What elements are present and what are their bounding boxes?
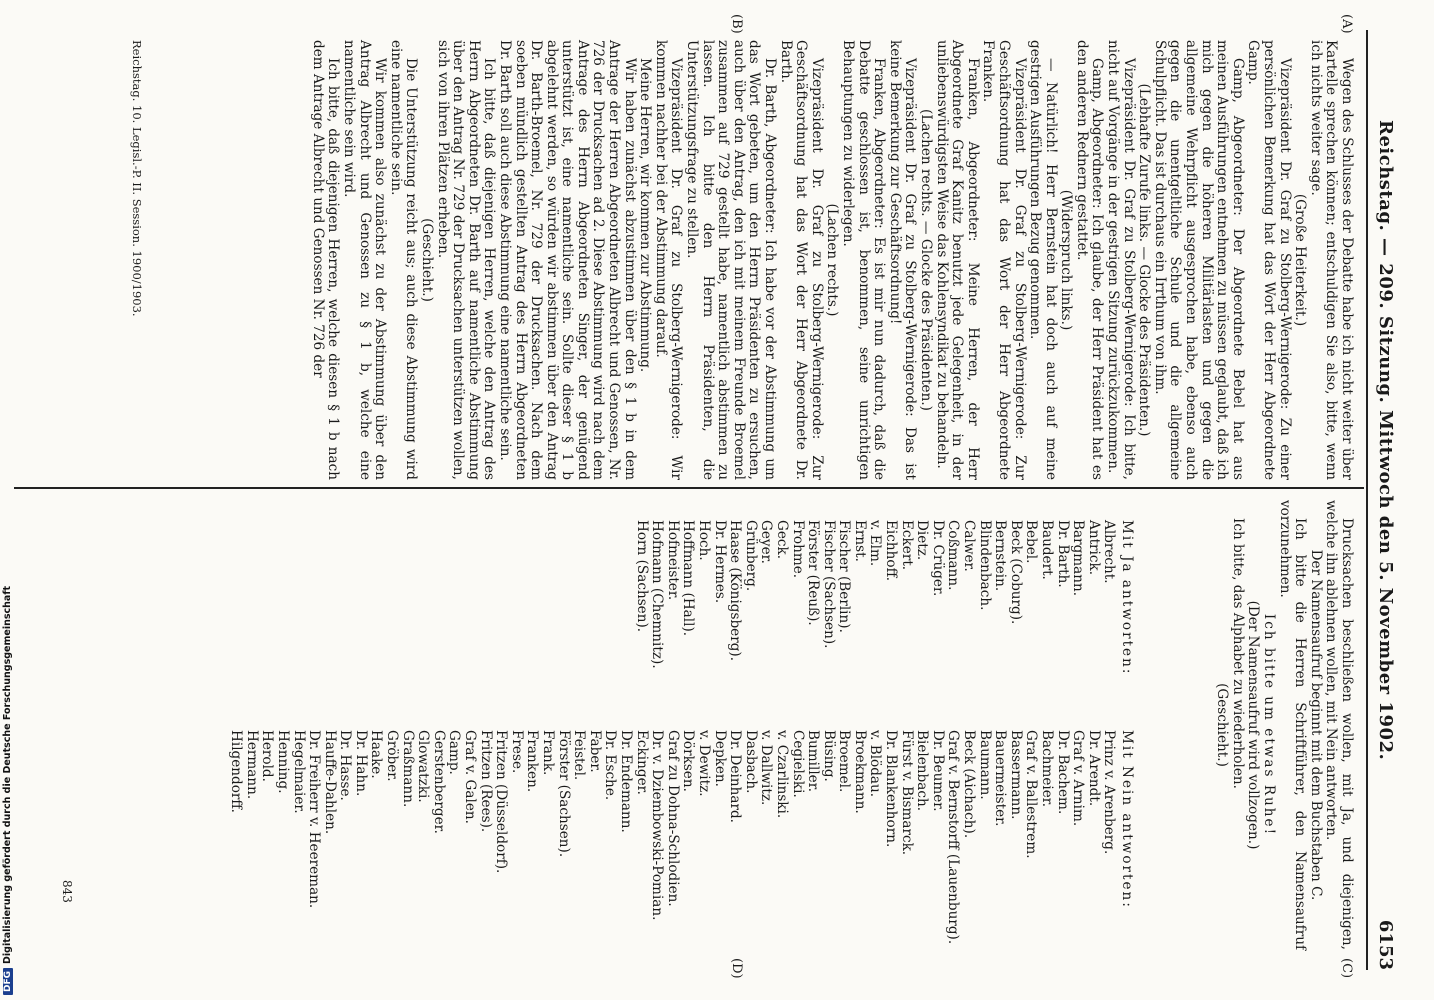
paragraph: Gamp, Abgeordneter: Ich glaube, der Herr Präsident hat es den anderen Rednern gestattet.	[1073, 40, 1106, 480]
name-entry: v. Blödau.	[867, 730, 884, 798]
page-title: Reichstag. — 209. Sitzung. Mittwoch den 5. November 1902.	[1375, 120, 1396, 761]
name-entry: Dr. Esche.	[602, 730, 619, 801]
name-entry: Gröber.	[384, 730, 401, 782]
name-entry: Fritzen (Düsseldorf).	[493, 730, 510, 874]
name-entry: Bernstein.	[992, 520, 1009, 592]
name-entry: Graf zu Dohna-Schlodien.	[664, 730, 681, 907]
nein-names	[228, 730, 1117, 960]
name-entry: Bachmeier.	[1039, 730, 1056, 808]
paragraph: Die Unterstützung reicht aus; auch diese Abstimmung wird eine namentliche sein.	[387, 40, 420, 480]
margin-mark-d: (D)	[729, 958, 744, 979]
name-entry: Bebel.	[1023, 520, 1040, 564]
name-entry: Hofmeister.	[664, 520, 681, 601]
name-entry: Dasbach.	[742, 730, 759, 794]
paragraph: Ich bitte die Herren Schriftführer, den Namensaufruf vorzunehmen.	[1276, 500, 1309, 950]
paragraph: Vizepräsident Dr. Graf zu Stolberg-Wernigerode: Zur Geschäftsordnung hat das Wort der Herr Abgeordnete Dr. Barth.	[777, 40, 825, 480]
name-entry: Broemel.	[836, 730, 853, 793]
paragraph: Gamp, Abgeordneter: Der Abgeordnete Bebel hat aus meinen Ausführungen entnehmen zu müssen geglaubt, daß ich mich gegen die höheren Militärlasten und gegen die allgemeine Wehrpflicht ausgesprochen habe, ebenso auch gegen die unentgeltliche Schule und die allgemeine Schulpflicht. Das ist durchaus ein Irrthum von ihm.	[1151, 40, 1246, 480]
name-entry: Hoch.	[695, 520, 712, 561]
name-entry: Fürst v. Bismarck.	[898, 730, 915, 856]
name-entry: Eckert.	[898, 520, 915, 571]
name-entry: Haase (Königsberg).	[727, 520, 744, 662]
name-entry: Gamp.	[446, 730, 463, 775]
name-entry: Dr. Hasse.	[337, 730, 354, 801]
name-entry: Grünberg.	[742, 520, 759, 592]
name-entry: Gerstenberger.	[430, 730, 447, 834]
paragraph: Wir haben zunächst abzustimmen über den § 1 b in dem Antrage der Herren Abgeordneten Albrecht und Genossen, Nr. 726 der Drucksachen ad 2. Diese Abstimmung wird nach dem Antrage des Herrn Abgeordneten Singer, der genügend unterstützt ist, eine namentliche sein. Sollte dieser § 1 b abgelehnt werden, so würden wir abstimmen über den Antrag Dr. Barth-Broemel, Nr. 729 der Drucksachen. Nach dem soeben mündlich gestellten Antrag des Herrn Abgeordneten Dr. Barth soll auch diese Abstimmung eine namentliche sein.	[496, 40, 638, 480]
name-entry: Prinz v. Arenberg.	[1101, 730, 1118, 855]
paragraph: Ich bitte um etwas Ruhe!	[1261, 613, 1278, 837]
paragraph: Vizepräsident Dr. Graf zu Stolberg-Wernigerode: Zu einer persönlichen Bemerkung hat das Wort der Herr Abgeordnete Gamp.	[1245, 40, 1293, 480]
name-entry: Fritzen (Rees).	[477, 730, 494, 833]
name-entry: Dr. Hahn.	[352, 730, 369, 797]
name-entry: Cegielski.	[789, 730, 806, 798]
name-entry: Calwer.	[961, 520, 978, 572]
ja-list	[633, 520, 1134, 720]
name-entry: Frese.	[508, 730, 525, 774]
name-entry: Dr. Arendt.	[1085, 730, 1102, 807]
name-entry: v. Dewitz.	[695, 730, 712, 797]
name-entry: Henning.	[274, 730, 291, 794]
nein-heading: Mit Nein antworten:	[1119, 730, 1135, 909]
name-entry: v. Dallwitz.	[758, 730, 775, 806]
name-entry: Dr. v. Dziembowski-Pomian.	[649, 730, 666, 921]
name-entry: Albrecht.	[1101, 520, 1118, 584]
page-footer: Reichstag. 10. Legisl.-P. II. Session. 1900/1903.	[130, 40, 144, 317]
name-entry: Eichhoff.	[883, 520, 900, 582]
name-entry: Herold.	[259, 730, 276, 782]
paragraph: Franken, Abgeordneter: Meine Herren, der Herr Abgeordnete Graf Kanitz benutzt jede Gelegenheit, in der unliebenswürdigsten Weise das Kohlensyndikat zu behandeln.	[933, 40, 981, 480]
name-entry: Haake.	[368, 730, 385, 779]
name-entry: Depken.	[711, 730, 728, 788]
name-entry: Dr. Barth.	[1054, 520, 1071, 588]
dfg-logo: DFG	[3, 968, 13, 995]
name-entry: Faber.	[586, 730, 603, 773]
interjection: (Widerspruch links.)	[1058, 189, 1075, 331]
name-entry: Frohme.	[789, 520, 806, 579]
paragraph: Franken, Abgeordneter: Es ist mir nun dadurch, daß die Debatte geschlossen ist, benommen, seine unrichtigen Behauptungen zu widerlegen.	[840, 40, 888, 480]
name-entry: Graßmann.	[399, 730, 416, 808]
interjection: (Lachen rechts. — Glocke des Präsidenten.)	[917, 109, 934, 411]
name-entry: Frank.	[540, 730, 557, 776]
name-entry: Geyer.	[758, 520, 775, 564]
margin-mark-c: (C)	[1339, 958, 1354, 979]
name-entry: Dr. Blankenhorn.	[883, 730, 900, 848]
paragraph: Der Namensaufruf beginnt mit dem Buchstaben C.	[1307, 549, 1324, 901]
name-entry: Antrick.	[1085, 520, 1102, 576]
paragraph: Dr. Barth, Abgeordneter: Ich habe vor der Abstimmung um das Wort gebeten, um den Herrn Präsidenten zu ersuchen, auch über den Antrag, den ich mit meinem Freunde Broemel zusammen auf 729 gestellt habe, namentlich abstimmen zu lassen. Ich bitte den Herrn Präsidenten, die Unterstützungsfrage zu stellen.	[684, 40, 779, 480]
name-entry: v. Elm.	[867, 520, 884, 567]
name-entry: Baudert.	[1039, 520, 1056, 580]
name-entry: Horn (Sachsen).	[633, 520, 650, 633]
paragraph: Vizepräsident Dr. Graf zu Stolberg-Wernigerode: Das ist keine Bemerkung zur Geschäftsordnung!	[886, 40, 919, 480]
name-entry: Beck (Aichach).	[961, 730, 978, 839]
paragraph: Vizepräsident Dr. Graf zu Stolberg-Wernigerode: Wir kommen nachher bei der Abstimmung darauf.	[652, 40, 685, 480]
name-entry: Hauffe-Dahlen.	[321, 730, 338, 835]
left-column	[309, 40, 1354, 480]
name-entry: Dr. Freiherr v. Heereman.	[306, 730, 323, 909]
paragraph: Drucksachen beschließen wollen, mit Ja, und diejenigen, welche ihn ablehnen wollen, mit Nein antworten.	[1323, 500, 1355, 950]
margin-mark-b: (B)	[729, 14, 744, 34]
name-entry: Hegelmaier.	[290, 730, 307, 814]
name-entry: Dr. Deinhard.	[727, 730, 744, 823]
name-entry: Bumiller.	[805, 730, 822, 793]
name-entry: Dr. Crüger.	[929, 520, 946, 597]
name-entry: Graf v. Ballestrem.	[1023, 730, 1040, 859]
page-folio: 843	[60, 880, 74, 903]
name-entry: Franken.	[524, 730, 541, 793]
ja-names	[633, 520, 1116, 720]
right-column-intro	[1214, 500, 1354, 950]
interjection: (Lebhafte Zurufe links. — Glocke des Präsidenten.)	[1136, 83, 1153, 437]
paragraph: Ich bitte, das Alphabet zu wiederholen.	[1229, 518, 1246, 789]
name-entry: Baumann.	[976, 730, 993, 800]
name-entry: Geck.	[773, 520, 790, 560]
paragraph: Vizepräsident Dr. Graf zu Stolberg-Wernigerode: Zur Geschäftsordnung hat das Wort der Herr Abgeordnete Franken.	[980, 40, 1028, 480]
name-entry: Blindenbach.	[976, 520, 993, 611]
name-entry: Graf v. Bernstorff (Lauenburg).	[945, 730, 962, 945]
name-entry: Graf v. Arnim.	[1070, 730, 1087, 827]
ja-heading: Mit Ja antworten:	[1119, 520, 1135, 676]
nein-list	[228, 730, 1134, 960]
name-entry: Broekmann.	[851, 730, 868, 814]
header-rule	[1366, 30, 1368, 970]
name-entry: Dietz.	[914, 520, 931, 561]
name-entry: Bielenbach.	[914, 730, 931, 812]
name-entry: v. Czarlinski.	[773, 730, 790, 819]
name-entry: Förster (Sachsen).	[555, 730, 572, 858]
digitization-credit	[2, 586, 16, 995]
name-entry: Fischer (Sachsen).	[820, 520, 837, 649]
interjection: (Der Namensaufruf wird vollzogen.)	[1245, 600, 1262, 850]
interjection: (Große Heiterkeit.)	[1292, 193, 1309, 327]
name-entry: Bargmann.	[1070, 520, 1087, 597]
page-number: 6153	[1375, 919, 1396, 970]
name-entry: Hilgendorff.	[228, 730, 245, 813]
name-entry: Hofmann (Chemnitz).	[649, 520, 666, 669]
name-entry: Graf v. Galen.	[462, 730, 479, 824]
interjection: (Geschieht.)	[418, 218, 435, 302]
interjection: (Geschieht.)	[1214, 683, 1231, 767]
name-entry: Hermann.	[243, 730, 260, 800]
paragraph: Wir kommen also zunächst zu der Abstimmung über den Antrag Albrecht und Genossen zu § 1 b, welche eine namentliche sein wird.	[341, 40, 389, 480]
margin-mark-a: (A)	[1339, 14, 1354, 34]
name-entry: Dr. Bachem.	[1054, 730, 1071, 815]
name-entry: Fischer (Berlin).	[836, 520, 853, 633]
name-entry: Feistel.	[571, 730, 588, 781]
paragraph: — Natürlich! Herr Bernstein hat doch auch auf meine gestrigen Ausführungen Bezug genommen.	[1027, 40, 1059, 480]
name-entry: Dörksen.	[680, 730, 697, 792]
paragraph: Vizepräsident Dr. Graf zu Stolberg-Wernigerode: Ich bitte, nicht auf Vorgänge in der gestrigen Sitzung zurückzukommen.	[1105, 40, 1137, 480]
name-entry: Dr. Beumer.	[929, 730, 946, 812]
name-entry: Beck (Coburg).	[1007, 520, 1024, 625]
interjection: (Lachen rechts.)	[824, 203, 841, 317]
paragraph: Wegen des Schlusses der Debatte habe ich nicht weiter über Kartelle sprechen können; entschuldigen Sie also, bitte, wenn ich nichts weiter sage.	[1307, 40, 1355, 480]
page-header	[1366, 30, 1396, 970]
name-entry: Glowatzki.	[415, 730, 432, 803]
name-entry: Dr. Endemann.	[618, 730, 634, 833]
column-divider	[14, 487, 1364, 489]
name-entry: Förster (Reuß).	[805, 520, 822, 626]
paragraph: Ich bitte, daß diejenigen Herren, welche diesen § 1 b nach dem Antrage Albrecht und Genossen Nr. 726 der	[309, 40, 342, 480]
name-entry: Hoffmann (Hall).	[680, 520, 697, 637]
name-entry: Eckinger.	[633, 730, 650, 795]
name-entry: Büsing.	[820, 730, 837, 782]
name-entry: Dr. Hermes.	[711, 520, 728, 604]
name-entry: Ernst.	[851, 520, 868, 562]
paragraph: Ich bitte, daß diejenigen Herren, welche den Antrag des Herrn Abgeordneten Dr. Barth auf namentliche Abstimmung über den Antrag Nr. 729 der Drucksachen unterstützen wollen, sich von ihren Plätzen erheben.	[434, 40, 498, 480]
name-entry: Coßmann.	[945, 520, 962, 591]
name-entry: Bauermeister.	[992, 730, 1009, 827]
credit-text: Digitalisierung gefördert durch die Deutsche Forschungsgemeinschaft	[2, 586, 13, 964]
name-entry: Bassermann.	[1007, 730, 1024, 820]
paragraph: Meine Herren, wir kommen zur Abstimmung.	[637, 58, 654, 373]
